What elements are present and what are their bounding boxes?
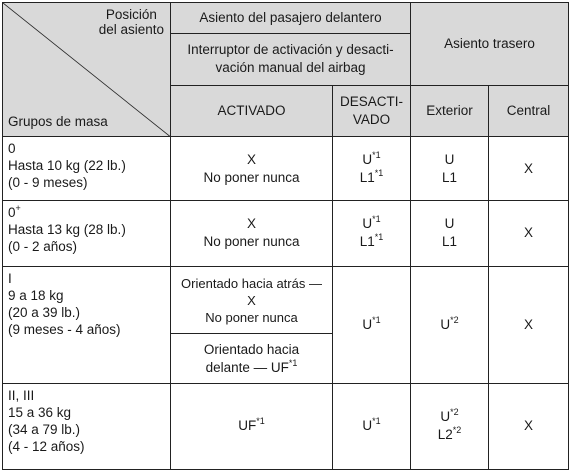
central-cell: X — [489, 137, 569, 201]
central-cell: X — [489, 266, 569, 383]
central-header: Central — [489, 86, 569, 137]
deactivated-cell: $U^{*1}$ — [333, 383, 411, 469]
rear-seat-header: Asiento trasero — [411, 3, 569, 86]
table-row-group-I — [3, 266, 569, 334]
mass-group-cell: I 9 a 18 kg (20 a 39 lb.) (9 meses - 4 años) — [3, 266, 171, 383]
activated-header: ACTIVADO — [171, 86, 333, 137]
corner-header-cell — [3, 3, 171, 137]
central-cell: X — [489, 383, 569, 469]
deactivated-header: DESACTI- VADO — [333, 86, 411, 137]
mass-group-cell: 0+ Hasta 13 kg (28 lb.) (0 - 2 años) — [3, 201, 171, 267]
mass-group-cell: 0 Hasta 10 kg (22 lb.) (0 - 9 meses) — [3, 137, 171, 201]
outer-cell: U L1 — [411, 201, 489, 267]
deactivated-cell: $U^{*1}$ L1$^{*1}$ — [333, 137, 411, 201]
header-row-1 — [3, 3, 569, 34]
outer-header: Exterior — [411, 86, 489, 137]
table-row-group-0-plus — [3, 201, 569, 267]
activated-forward-facing-cell: Orientado hacia delante — UF$^{*1}$ — [171, 334, 333, 383]
outer-cell: $U^{*2}$ L2$^{*2}$ — [411, 383, 489, 469]
outer-cell: U L1 — [411, 137, 489, 201]
airbag-switch-header: Interruptor de activación y desacti- vación manual del airbag — [171, 33, 411, 85]
outer-cell: $U^{*2}$ — [411, 266, 489, 383]
front-passenger-seat-header: Asiento del pasajero delantero — [171, 3, 411, 34]
deactivated-cell: $U^{*1}$ — [333, 266, 411, 383]
activated-cell: X No poner nunca — [171, 201, 333, 267]
table-row-group-II-III — [3, 383, 569, 469]
activated-cell: UF$^{*1}$ — [171, 383, 333, 469]
seat-position-label: Posición del asiento — [98, 7, 164, 37]
activated-cell: X No poner nunca — [171, 137, 333, 201]
mass-group-cell: II, III 15 a 36 kg (34 a 79 lb.) (4 - 12 años) — [3, 383, 171, 469]
mass-groups-label: Grupos de masa — [8, 114, 108, 130]
deactivated-cell: $U^{*1}$ L1$^{*1}$ — [333, 201, 411, 267]
activated-rear-facing-cell: Orientado hacia atrás — X No poner nunca — [171, 266, 333, 334]
central-cell: X — [489, 201, 569, 267]
child-seat-table — [2, 2, 569, 470]
table-row-group-0 — [3, 137, 569, 201]
